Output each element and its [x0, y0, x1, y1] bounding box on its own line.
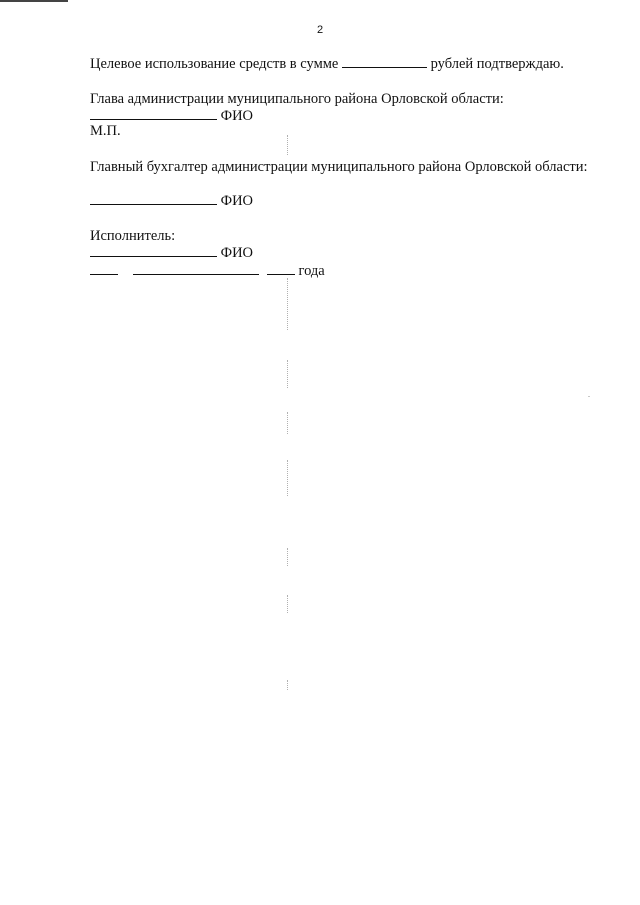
- scan-fold-mark: [287, 460, 288, 496]
- confirmation-text-before: Целевое использование средств в сумме: [90, 56, 339, 72]
- executor-signature-blank[interactable]: [90, 244, 217, 257]
- date-month-blank[interactable]: [133, 262, 259, 275]
- scan-fold-mark: [287, 360, 288, 388]
- date-day-blank[interactable]: [90, 262, 118, 275]
- stamp-label: М.П.: [90, 123, 121, 139]
- scan-fold-mark: [287, 135, 288, 155]
- amount-blank[interactable]: [342, 55, 427, 68]
- executor-title: Исполнитель:: [90, 228, 176, 244]
- confirmation-text-after: рублей подтверждаю.: [430, 56, 564, 72]
- date-line: [90, 262, 325, 280]
- head-title: Глава администрации муниципального района Орловской области:: [90, 91, 504, 107]
- confirmation-line: [90, 55, 564, 73]
- scan-fold-mark: [287, 412, 288, 434]
- date-year-blank[interactable]: [267, 262, 295, 275]
- scan-fold-mark: [287, 278, 288, 330]
- scan-fold-mark: [287, 548, 288, 566]
- executor-signature-line: [90, 244, 253, 262]
- page-number: 2: [316, 24, 324, 36]
- year-label: года: [298, 263, 325, 279]
- scan-fold-mark: [287, 595, 288, 613]
- accountant-signature-blank[interactable]: [90, 192, 217, 205]
- scan-corner-mark: [0, 0, 68, 2]
- scan-speck: [588, 396, 590, 397]
- head-fio: ФИО: [220, 108, 254, 124]
- scan-fold-mark: [287, 680, 288, 690]
- accountant-signature-line: [90, 192, 253, 210]
- executor-fio: ФИО: [220, 245, 254, 261]
- head-signature-blank[interactable]: [90, 107, 217, 120]
- accountant-fio: ФИО: [220, 193, 254, 209]
- accountant-title: Главный бухгалтер администрации муниципального района Орловской области:: [90, 159, 588, 175]
